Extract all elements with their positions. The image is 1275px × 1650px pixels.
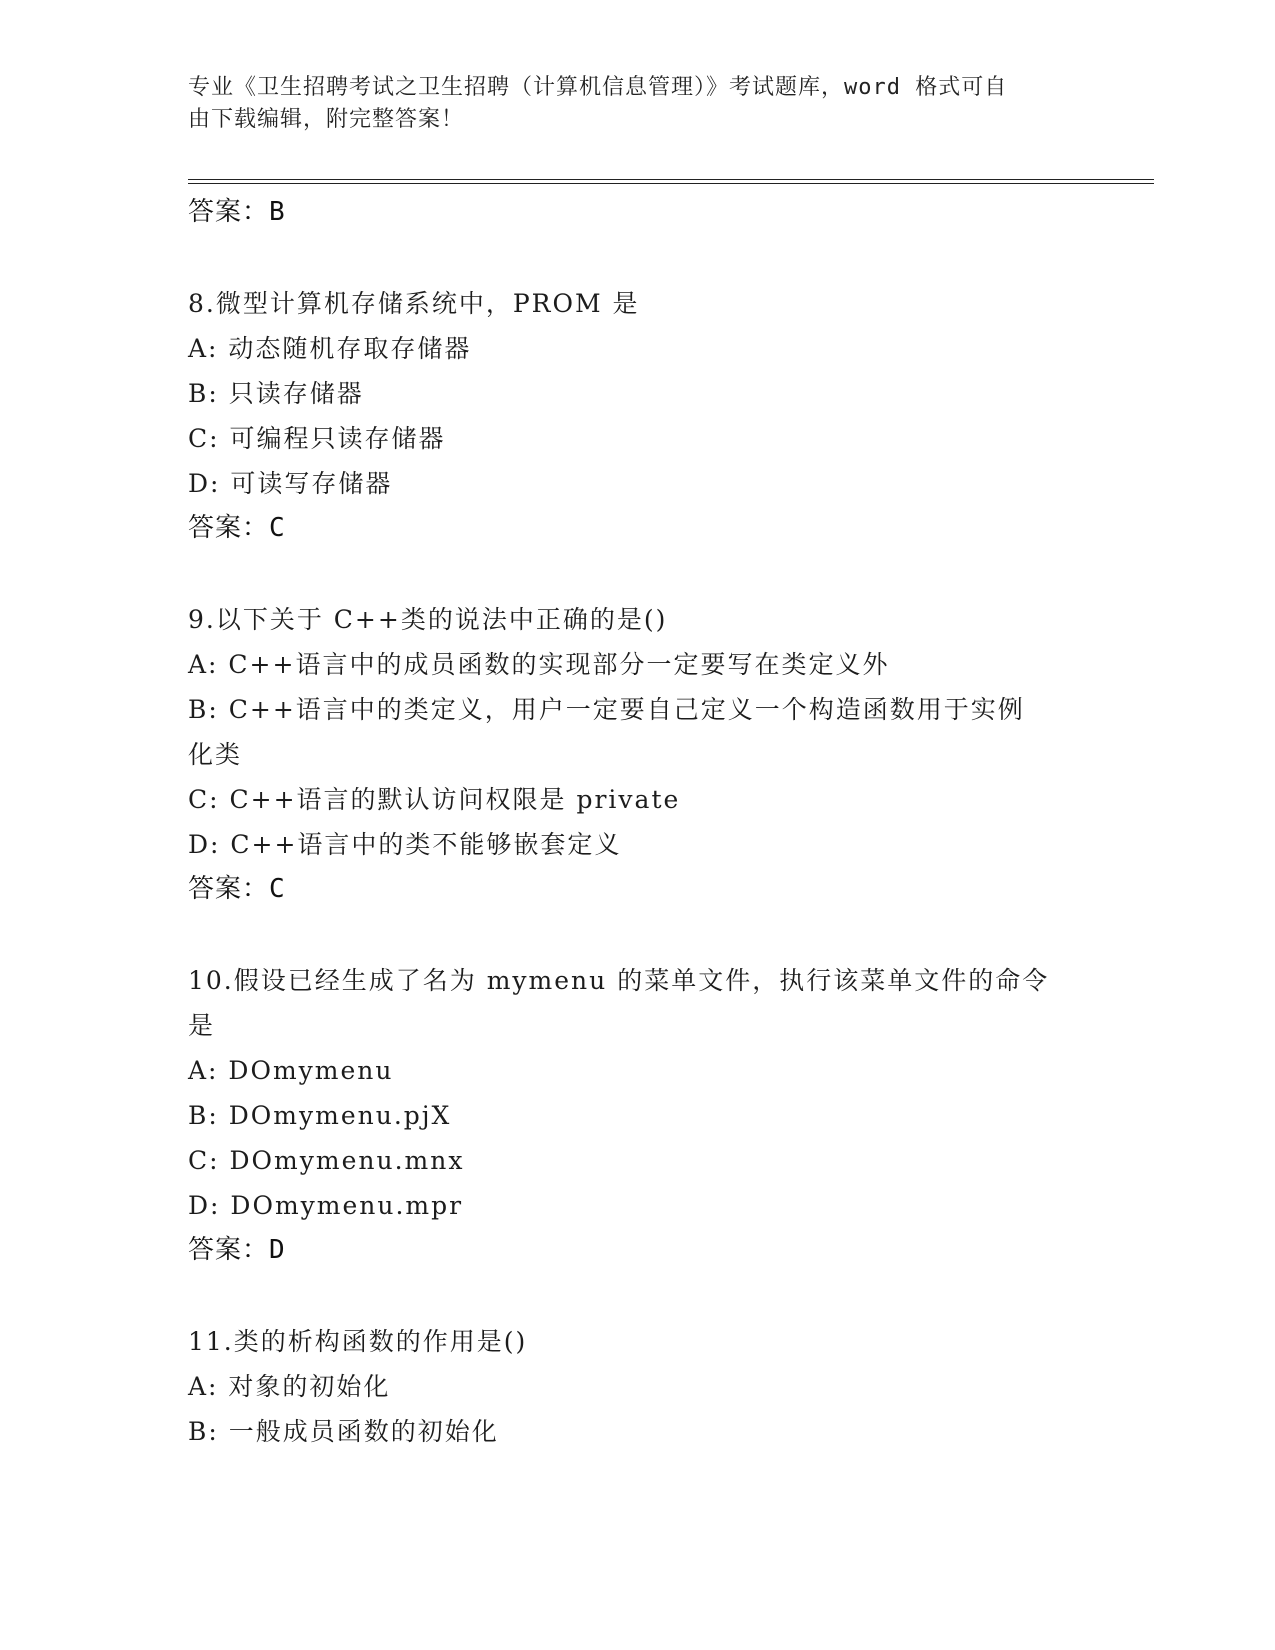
question-text: 假设已经生成了名为 mymenu 的菜单文件，执行该菜单文件的命令 是: [188, 966, 1050, 1040]
option-c: C: DOmymenu.mnx: [188, 1146, 465, 1175]
option-d: D: 可读写存储器: [188, 469, 393, 498]
option-b: B: DOmymenu.pjX: [188, 1101, 452, 1130]
option-b: B: 只读存储器: [188, 379, 364, 408]
spacer: [188, 1272, 1088, 1319]
answer-line: [188, 867, 1088, 911]
question-text: 以下关于 C++类的说法中正确的是(): [215, 605, 668, 634]
question-8: [188, 281, 1088, 550]
question-11: [188, 1319, 1088, 1454]
answer-value: D: [269, 1235, 286, 1265]
document-header: [188, 72, 1088, 136]
answer-line-prev: [188, 190, 1088, 234]
answer-value: C: [269, 513, 286, 543]
answer-value: C: [269, 874, 286, 904]
option-b: B: C++语言中的类定义，用户一定要自己定义一个构造函数用于实例 化类: [188, 695, 1025, 769]
option-a: A: 对象的初始化: [188, 1372, 391, 1401]
question-10: [188, 958, 1088, 1272]
spacer: [188, 234, 1088, 281]
option-a: A: DOmymenu: [188, 1056, 394, 1085]
option-a: A: 动态随机存取存储器: [188, 334, 472, 363]
question-number: 8.: [188, 289, 216, 318]
header-line-2: 由下载编辑，附完整答案！: [188, 107, 465, 132]
spacer: [188, 550, 1088, 597]
spacer: [188, 911, 1088, 958]
question-9: [188, 597, 1088, 911]
answer-line: [188, 506, 1088, 550]
header-divider-top: [188, 179, 1154, 180]
option-d: D: C++语言中的类不能够嵌套定义: [188, 830, 622, 859]
answer-line: [188, 1228, 1088, 1272]
header-divider-bottom: [188, 183, 1154, 184]
question-number: 9.: [188, 605, 216, 634]
answer-label: 答案：: [188, 1235, 270, 1265]
option-d: D: DOmymenu.mpr: [188, 1191, 464, 1220]
option-c: C: 可编程只读存储器: [188, 424, 446, 453]
answer-label: 答案：: [188, 197, 270, 227]
question-text: 微型计算机存储系统中，PROM 是: [215, 289, 640, 318]
answer-label: 答案：: [188, 874, 270, 904]
question-text: 类的析构函数的作用是(): [233, 1327, 528, 1356]
option-b: B: 一般成员函数的初始化: [188, 1417, 499, 1446]
option-a: A: C++语言中的成员函数的实现部分一定要写在类定义外: [188, 650, 890, 679]
option-c: C: C++语言的默认访问权限是 private: [188, 785, 681, 814]
header-line-1: 专业《卫生招聘考试之卫生招聘（计算机信息管理）》考试题库，word 格式可自: [188, 75, 1008, 100]
question-number: 11.: [188, 1327, 234, 1356]
question-number: 10.: [188, 966, 234, 995]
answer-value: B: [269, 197, 286, 227]
answer-label: 答案：: [188, 513, 270, 543]
question-list: [188, 190, 1088, 1454]
